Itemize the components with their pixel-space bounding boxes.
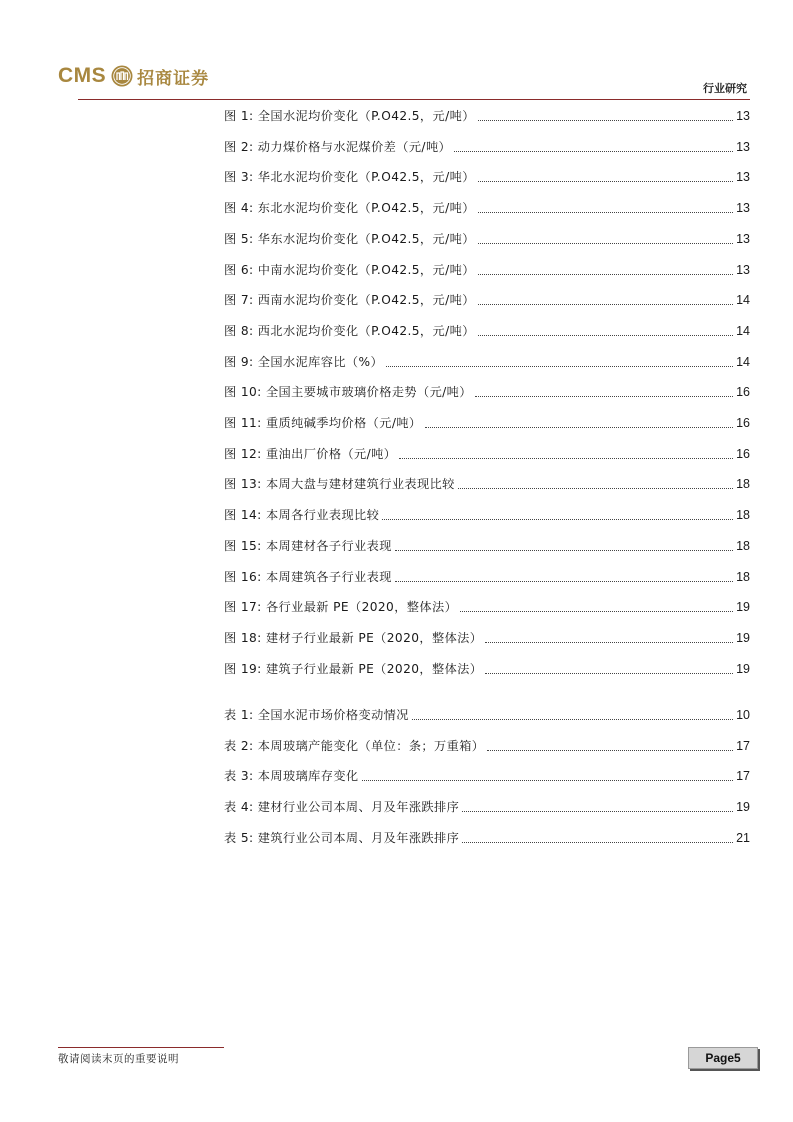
entry-title: 图 16: 本周建筑各子行业表现 xyxy=(224,569,392,584)
figure-entry[interactable] xyxy=(224,597,750,615)
dot-leader xyxy=(382,519,733,520)
page-number-badge: Page5 xyxy=(688,1047,758,1069)
figure-entry[interactable] xyxy=(224,352,750,370)
table-entry[interactable] xyxy=(224,705,750,723)
cms-seal-icon xyxy=(111,65,133,87)
disclaimer-note: 敬请阅读末页的重要说明 xyxy=(58,1053,179,1065)
dot-leader xyxy=(412,719,733,720)
entry-title: 表 5: 建筑行业公司本周、月及年涨跌排序 xyxy=(224,830,460,845)
figure-entry[interactable] xyxy=(224,659,750,677)
entry-page-number: 13 xyxy=(736,139,750,154)
entry-page-number: 19 xyxy=(736,630,750,645)
entry-title: 表 2: 本周玻璃产能变化（单位：条；万重箱） xyxy=(224,738,485,753)
dot-leader xyxy=(478,243,733,244)
entry-page-number: 10 xyxy=(736,708,750,722)
entry-title: 图 2: 动力煤价格与水泥煤价差（元/吨） xyxy=(224,139,452,154)
table-entry[interactable] xyxy=(224,736,750,754)
dot-leader xyxy=(462,842,733,843)
figure-entry[interactable] xyxy=(224,321,750,339)
entry-page-number: 16 xyxy=(736,385,750,400)
figure-entry[interactable] xyxy=(224,167,750,185)
figure-entry[interactable] xyxy=(224,290,750,308)
dot-leader xyxy=(478,181,733,182)
entry-page-number: 18 xyxy=(736,477,750,492)
entry-title: 图 11: 重质纯碱季均价格（元/吨） xyxy=(224,416,422,430)
entry-page-number: 13 xyxy=(736,231,750,246)
dot-leader xyxy=(478,120,733,121)
header-divider xyxy=(78,99,750,100)
entry-page-number: 18 xyxy=(736,569,750,584)
figure-entry[interactable] xyxy=(224,413,750,431)
dot-leader xyxy=(399,458,733,459)
entry-title: 表 1: 全国水泥市场价格变动情况 xyxy=(224,708,409,722)
table-entry[interactable] xyxy=(224,766,750,784)
entry-title: 图 9: 全国水泥库容比（%） xyxy=(224,354,384,369)
dot-leader xyxy=(478,274,733,275)
entry-title: 图 10: 全国主要城市玻璃价格走势（元/吨） xyxy=(224,385,472,400)
dot-leader xyxy=(485,673,733,674)
logo-chinese-text: 招商证券 xyxy=(137,68,210,89)
entry-title: 图 7: 西南水泥均价变化（P.O42.5，元/吨） xyxy=(224,293,475,308)
dot-leader xyxy=(478,335,733,336)
entry-page-number: 13 xyxy=(736,109,750,123)
table-entry[interactable] xyxy=(224,828,750,846)
cms-logo xyxy=(58,62,209,90)
dot-leader xyxy=(395,550,733,551)
dot-leader xyxy=(475,396,733,397)
dot-leader xyxy=(386,366,733,367)
footer-divider xyxy=(58,1047,224,1048)
entry-title: 图 19: 建筑子行业最新 PE（2020，整体法） xyxy=(224,661,483,676)
entry-page-number: 14 xyxy=(736,354,750,369)
entry-page-number: 21 xyxy=(736,830,750,845)
figure-entry[interactable] xyxy=(224,628,750,646)
entry-title: 图 14: 本周各行业表现比较 xyxy=(224,508,380,523)
figure-entry[interactable] xyxy=(224,474,750,492)
entry-title: 图 13: 本周大盘与建材建筑行业表现比较 xyxy=(224,477,455,492)
figure-entry[interactable] xyxy=(224,567,750,585)
dot-leader xyxy=(485,642,733,643)
entry-page-number: 16 xyxy=(736,446,750,461)
figure-entry[interactable] xyxy=(224,505,750,523)
entry-title: 图 12: 重油出厂价格（元/吨） xyxy=(224,446,397,461)
dot-leader xyxy=(458,488,733,489)
dot-leader xyxy=(478,212,733,213)
figure-entry[interactable] xyxy=(224,444,750,462)
entry-page-number: 19 xyxy=(736,600,750,615)
entry-page-number: 13 xyxy=(736,262,750,277)
dot-leader xyxy=(362,780,734,781)
entry-title: 图 18: 建材子行业最新 PE（2020，整体法） xyxy=(224,630,483,645)
dot-leader xyxy=(460,611,733,612)
entry-page-number: 17 xyxy=(736,738,750,753)
figure-entry[interactable] xyxy=(224,198,750,216)
dot-leader xyxy=(462,811,733,812)
entry-page-number: 18 xyxy=(736,538,750,553)
entry-title: 图 5: 华东水泥均价变化（P.O42.5，元/吨） xyxy=(224,231,475,246)
entry-title: 图 4: 东北水泥均价变化（P.O42.5，元/吨） xyxy=(224,201,475,216)
entry-title: 图 15: 本周建材各子行业表现 xyxy=(224,538,392,553)
entry-page-number: 16 xyxy=(736,416,750,430)
logo-latin-text: CMS xyxy=(58,64,107,87)
dot-leader xyxy=(487,750,733,751)
section-label: 行业研究 xyxy=(703,82,747,95)
entry-title: 图 3: 华北水泥均价变化（P.O42.5，元/吨） xyxy=(224,170,475,185)
figure-entry[interactable] xyxy=(224,137,750,155)
entry-page-number: 13 xyxy=(736,170,750,185)
entry-title: 表 4: 建材行业公司本周、月及年涨跌排序 xyxy=(224,800,460,815)
figure-entry[interactable] xyxy=(224,382,750,400)
figure-entry[interactable] xyxy=(224,229,750,247)
figure-entry[interactable] xyxy=(224,260,750,278)
table-entry[interactable] xyxy=(224,797,750,815)
entry-title: 图 17: 各行业最新 PE（2020，整体法） xyxy=(224,600,458,615)
entry-title: 表 3: 本周玻璃库存变化 xyxy=(224,769,359,784)
entry-page-number: 14 xyxy=(736,293,750,308)
dot-leader xyxy=(478,304,733,305)
dot-leader xyxy=(425,427,734,428)
entry-page-number: 19 xyxy=(736,800,750,815)
entry-page-number: 18 xyxy=(736,508,750,523)
figure-entry[interactable] xyxy=(224,536,750,554)
dot-leader xyxy=(395,581,733,582)
entry-title: 图 6: 中南水泥均价变化（P.O42.5，元/吨） xyxy=(224,262,475,277)
figure-entry[interactable] xyxy=(224,106,750,124)
entry-title: 图 1: 全国水泥均价变化（P.O42.5，元/吨） xyxy=(224,109,475,123)
dot-leader xyxy=(454,151,733,152)
entry-title: 图 8: 西北水泥均价变化（P.O42.5，元/吨） xyxy=(224,323,475,338)
entry-page-number: 19 xyxy=(736,661,750,676)
entry-page-number: 14 xyxy=(736,323,750,338)
entry-page-number: 17 xyxy=(736,769,750,784)
entry-page-number: 13 xyxy=(736,201,750,216)
